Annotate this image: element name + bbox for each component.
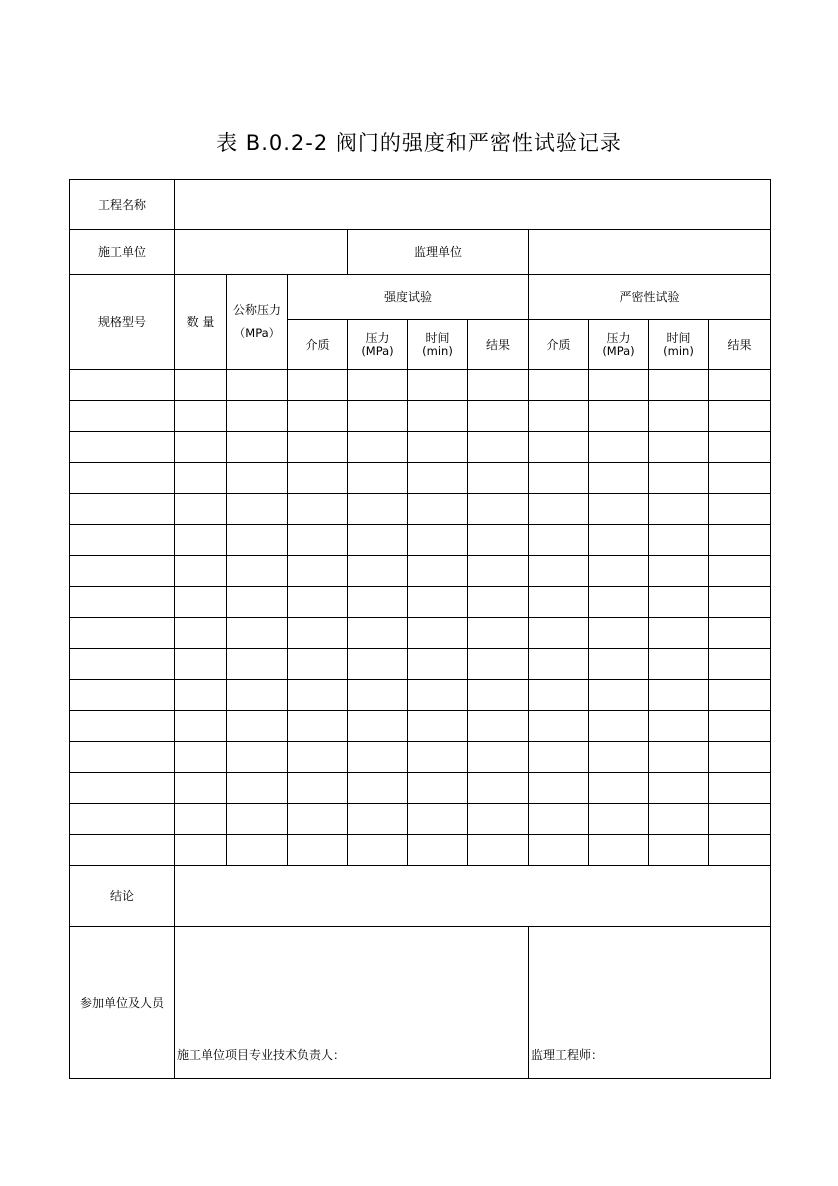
record-cell[interactable] (175, 525, 227, 556)
record-row (70, 432, 771, 463)
record-cell[interactable] (589, 773, 649, 804)
supervision-unit-field[interactable] (529, 230, 771, 275)
record-cell[interactable] (175, 494, 227, 525)
conclusion-label: 结论 (70, 866, 175, 927)
record-cell[interactable] (649, 618, 709, 649)
record-cell[interactable] (175, 804, 227, 835)
record-cell[interactable] (70, 587, 175, 618)
strength-test-header: 强度试验 (288, 275, 529, 320)
record-cell[interactable] (468, 463, 529, 494)
record-cell[interactable] (175, 463, 227, 494)
record-cell[interactable] (468, 804, 529, 835)
tightness-pressure-unit: (MPa) (602, 343, 635, 358)
record-cell[interactable] (468, 711, 529, 742)
record-cell[interactable] (70, 401, 175, 432)
tightness-result-header: 结果 (709, 320, 771, 370)
record-cell[interactable] (175, 773, 227, 804)
record-cell[interactable] (348, 463, 408, 494)
record-cell[interactable] (175, 649, 227, 680)
record-cell[interactable] (227, 432, 288, 463)
record-cell[interactable] (227, 742, 288, 773)
record-cell[interactable] (175, 742, 227, 773)
record-cell[interactable] (529, 463, 589, 494)
record-cell[interactable] (70, 680, 175, 711)
record-cell[interactable] (468, 401, 529, 432)
record-cell[interactable] (288, 432, 348, 463)
record-cell[interactable] (589, 835, 649, 866)
record-cell[interactable] (649, 525, 709, 556)
record-cell[interactable] (70, 494, 175, 525)
nominal-pressure-label: 公称压力 (232, 303, 281, 317)
record-cell[interactable] (709, 680, 771, 711)
record-cell[interactable] (709, 804, 771, 835)
construction-tech-lead-label: 施工单位项目专业技术负责人： (177, 1048, 346, 1062)
nominal-pressure-unit: （MPa） (233, 326, 281, 340)
tightness-time-header (649, 320, 709, 370)
record-cell[interactable] (589, 680, 649, 711)
record-cell[interactable] (468, 835, 529, 866)
record-cell[interactable] (408, 773, 468, 804)
project-name-label: 工程名称 (70, 180, 175, 230)
record-cell[interactable] (649, 432, 709, 463)
record-cell[interactable] (709, 370, 771, 401)
record-cell[interactable] (348, 370, 408, 401)
record-cell[interactable] (408, 494, 468, 525)
record-cell[interactable] (468, 680, 529, 711)
tightness-time-unit: (min) (663, 343, 694, 358)
record-cell[interactable] (288, 711, 348, 742)
record-cell[interactable] (348, 649, 408, 680)
record-row (70, 711, 771, 742)
project-name-field[interactable] (175, 180, 771, 230)
record-cell[interactable] (589, 494, 649, 525)
record-cell[interactable] (175, 401, 227, 432)
record-cell[interactable] (348, 711, 408, 742)
record-cell[interactable] (468, 556, 529, 587)
record-cell[interactable] (348, 773, 408, 804)
participants-label: 参加单位及人员 (70, 927, 175, 1079)
record-cell[interactable] (649, 401, 709, 432)
record-cell[interactable] (529, 742, 589, 773)
strength-pressure-label: 压力 (365, 330, 390, 345)
record-cell[interactable] (70, 711, 175, 742)
record-cell[interactable] (529, 680, 589, 711)
record-cell[interactable] (649, 587, 709, 618)
tightness-test-header: 严密性试验 (529, 275, 771, 320)
record-cell[interactable] (468, 494, 529, 525)
record-cell[interactable] (227, 463, 288, 494)
conclusion-field[interactable] (175, 866, 771, 927)
strength-result-header: 结果 (468, 320, 529, 370)
strength-pressure-header (348, 320, 408, 370)
record-cell[interactable] (529, 773, 589, 804)
record-cell[interactable] (408, 525, 468, 556)
record-cell[interactable] (70, 618, 175, 649)
record-cell[interactable] (348, 618, 408, 649)
record-cell[interactable] (288, 804, 348, 835)
record-cell[interactable] (227, 587, 288, 618)
record-cell[interactable] (348, 556, 408, 587)
record-row (70, 742, 771, 773)
record-cell[interactable] (709, 773, 771, 804)
record-cell[interactable] (408, 432, 468, 463)
record-cell[interactable] (408, 370, 468, 401)
record-cell[interactable] (529, 587, 589, 618)
record-cell[interactable] (227, 711, 288, 742)
record-cell[interactable] (288, 556, 348, 587)
record-cell[interactable] (649, 773, 709, 804)
record-cell[interactable] (348, 432, 408, 463)
record-cell[interactable] (529, 432, 589, 463)
record-row (70, 618, 771, 649)
record-cell[interactable] (529, 401, 589, 432)
strength-pressure-unit: (MPa) (361, 343, 394, 358)
record-cell[interactable] (70, 835, 175, 866)
record-row (70, 680, 771, 711)
record-row (70, 556, 771, 587)
strength-time-label: 时间 (425, 330, 450, 345)
record-cell[interactable] (589, 587, 649, 618)
record-cell[interactable] (468, 618, 529, 649)
record-cell[interactable] (175, 618, 227, 649)
record-cell[interactable] (227, 649, 288, 680)
record-cell[interactable] (649, 649, 709, 680)
record-cell[interactable] (175, 680, 227, 711)
tightness-pressure-label: 压力 (606, 330, 631, 345)
record-row (70, 494, 771, 525)
record-cell[interactable] (709, 587, 771, 618)
record-cell[interactable] (175, 370, 227, 401)
record-cell[interactable] (348, 401, 408, 432)
record-cell[interactable] (529, 494, 589, 525)
record-cell[interactable] (288, 649, 348, 680)
record-cell[interactable] (529, 525, 589, 556)
record-cell[interactable] (348, 494, 408, 525)
record-cell[interactable] (288, 525, 348, 556)
record-cell[interactable] (70, 525, 175, 556)
record-row (70, 649, 771, 680)
record-cell[interactable] (649, 742, 709, 773)
record-cell[interactable] (288, 370, 348, 401)
record-cell[interactable] (227, 525, 288, 556)
construction-unit-field[interactable] (175, 230, 348, 275)
construction-unit-label: 施工单位 (70, 230, 175, 275)
record-cell[interactable] (589, 556, 649, 587)
record-cell[interactable] (589, 804, 649, 835)
record-cell[interactable] (288, 680, 348, 711)
record-cell[interactable] (408, 618, 468, 649)
record-cell[interactable] (589, 525, 649, 556)
record-cell[interactable] (227, 556, 288, 587)
record-row (70, 525, 771, 556)
record-cell[interactable] (649, 804, 709, 835)
construction-signature-cell[interactable] (175, 927, 529, 1079)
record-cell[interactable] (589, 742, 649, 773)
record-cell[interactable] (709, 432, 771, 463)
page-title: 表 B.0.2-2 阀门的强度和严密性试验记录 (216, 131, 622, 155)
record-cell[interactable] (589, 370, 649, 401)
record-cell[interactable] (408, 463, 468, 494)
record-cell[interactable] (408, 742, 468, 773)
record-cell[interactable] (468, 742, 529, 773)
record-cell[interactable] (709, 494, 771, 525)
record-cell[interactable] (529, 370, 589, 401)
tightness-time-label: 时间 (666, 330, 691, 345)
record-cell[interactable] (529, 556, 589, 587)
record-cell[interactable] (529, 649, 589, 680)
record-cell[interactable] (649, 494, 709, 525)
record-cell[interactable] (709, 618, 771, 649)
record-cell[interactable] (589, 649, 649, 680)
record-cell[interactable] (227, 370, 288, 401)
record-cell[interactable] (288, 463, 348, 494)
record-cell[interactable] (709, 525, 771, 556)
record-row (70, 835, 771, 866)
record-cell[interactable] (649, 680, 709, 711)
record-cell[interactable] (408, 649, 468, 680)
record-cell[interactable] (175, 432, 227, 463)
record-cell[interactable] (649, 556, 709, 587)
record-cell[interactable] (227, 680, 288, 711)
record-cell[interactable] (709, 649, 771, 680)
record-cell[interactable] (288, 587, 348, 618)
record-cell[interactable] (288, 835, 348, 866)
spec-model-header: 规格型号 (70, 275, 175, 370)
record-cell[interactable] (288, 618, 348, 649)
record-cell[interactable] (227, 618, 288, 649)
record-cell[interactable] (175, 587, 227, 618)
record-cell[interactable] (468, 649, 529, 680)
record-cell[interactable] (408, 587, 468, 618)
record-cell[interactable] (70, 804, 175, 835)
record-cell[interactable] (227, 401, 288, 432)
record-cell[interactable] (649, 463, 709, 494)
record-cell[interactable] (348, 525, 408, 556)
valve-test-record-table (69, 179, 771, 1079)
record-cell[interactable] (70, 432, 175, 463)
strength-time-header (408, 320, 468, 370)
tightness-medium-header: 介质 (529, 320, 589, 370)
record-cell[interactable] (288, 494, 348, 525)
record-cell[interactable] (468, 370, 529, 401)
record-cell[interactable] (468, 525, 529, 556)
record-cell[interactable] (589, 711, 649, 742)
record-cell[interactable] (709, 835, 771, 866)
record-cell[interactable] (227, 835, 288, 866)
record-cell[interactable] (175, 556, 227, 587)
record-row (70, 401, 771, 432)
record-cell[interactable] (348, 742, 408, 773)
record-cell[interactable] (649, 711, 709, 742)
record-cell[interactable] (408, 680, 468, 711)
tightness-pressure-header (589, 320, 649, 370)
record-cell[interactable] (709, 711, 771, 742)
record-cell[interactable] (709, 556, 771, 587)
record-cell[interactable] (288, 401, 348, 432)
record-cell[interactable] (227, 804, 288, 835)
supervision-signature-cell[interactable] (529, 927, 771, 1079)
record-row (70, 587, 771, 618)
nominal-pressure-header (227, 275, 288, 370)
record-cell[interactable] (227, 773, 288, 804)
record-cell[interactable] (348, 804, 408, 835)
record-cell[interactable] (468, 773, 529, 804)
record-cell[interactable] (589, 463, 649, 494)
record-cell[interactable] (408, 711, 468, 742)
record-cell[interactable] (227, 494, 288, 525)
supervision-unit-label: 监理单位 (348, 230, 529, 275)
record-cell[interactable] (649, 835, 709, 866)
record-cell[interactable] (589, 401, 649, 432)
record-cell[interactable] (348, 835, 408, 866)
record-cell[interactable] (529, 804, 589, 835)
record-cell[interactable] (589, 432, 649, 463)
supervision-engineer-label: 监理工程师： (531, 1048, 604, 1062)
record-cell[interactable] (175, 711, 227, 742)
record-cell[interactable] (348, 680, 408, 711)
record-row (70, 804, 771, 835)
record-row (70, 773, 771, 804)
record-cell[interactable] (529, 711, 589, 742)
record-cell[interactable] (70, 649, 175, 680)
record-cell[interactable] (529, 835, 589, 866)
record-cell[interactable] (70, 742, 175, 773)
record-cell[interactable] (529, 618, 589, 649)
record-cell[interactable] (288, 742, 348, 773)
record-cell[interactable] (408, 835, 468, 866)
record-row (70, 463, 771, 494)
record-cell[interactable] (649, 370, 709, 401)
quantity-header: 数 量 (175, 275, 227, 370)
record-cell[interactable] (468, 587, 529, 618)
record-cell[interactable] (408, 401, 468, 432)
record-cell[interactable] (589, 618, 649, 649)
record-cell[interactable] (408, 556, 468, 587)
record-cell[interactable] (70, 370, 175, 401)
record-cell[interactable] (175, 835, 227, 866)
record-cell[interactable] (709, 463, 771, 494)
strength-time-unit: (min) (422, 343, 453, 358)
record-cell[interactable] (348, 587, 408, 618)
record-cell[interactable] (408, 804, 468, 835)
record-cell[interactable] (70, 773, 175, 804)
record-row (70, 370, 771, 401)
strength-medium-header: 介质 (288, 320, 348, 370)
record-cell[interactable] (70, 463, 175, 494)
record-cell[interactable] (709, 742, 771, 773)
record-cell[interactable] (468, 432, 529, 463)
record-cell[interactable] (70, 556, 175, 587)
record-cell[interactable] (288, 773, 348, 804)
record-cell[interactable] (709, 401, 771, 432)
